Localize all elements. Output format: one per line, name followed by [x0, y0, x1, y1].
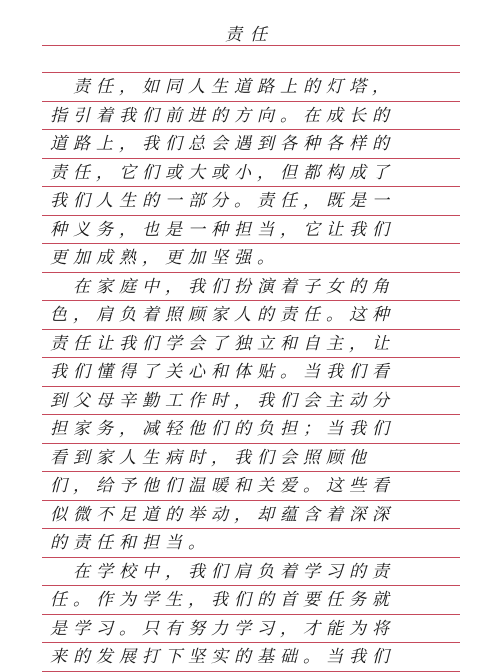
essay-line: 种义务，也是一种担当，它让我们 — [50, 219, 395, 240]
essay-line: 我们懂得了关心和体贴。当我们看 — [50, 362, 395, 382]
essay-line: 指引着我们前进的方向。在成长的 — [50, 105, 395, 126]
essay-line: 任。作为学生，我们的首要任务就 — [50, 590, 395, 610]
essay-line: 道路上，我们总会遇到各种各样的 — [50, 134, 395, 154]
essay-line: 责任，如同人生道路上的灯塔， — [50, 77, 395, 97]
essay-line: 在学校中，我们肩负着学习的责 — [50, 561, 395, 582]
ruled-line — [42, 671, 460, 672]
essay-line: 担家务，减轻他们的负担；当我们 — [50, 419, 395, 439]
essay-line: 到父母辛勤工作时，我们会主动分 — [50, 390, 395, 411]
essay-line: 我们人生的一部分。责任，既是一 — [50, 191, 395, 211]
essay-line: 在家庭中，我们扮演着子女的角 — [50, 276, 395, 297]
essay-title: 责任 — [225, 25, 275, 45]
essay-line: 似微不足道的举动，却蕴含着深深 — [50, 504, 395, 525]
essay-line: 们，给予他们温暖和关爱。这些看 — [50, 476, 395, 496]
essay-line: 色，肩负着照顾家人的责任。这种 — [50, 305, 395, 325]
essay-line: 责任让我们学会了独立和自主，让 — [50, 333, 395, 354]
essay-line: 来的发展打下坚实的基础。当我们 — [50, 647, 395, 667]
essay-line: 是学习。只有努力学习，才能为将 — [50, 618, 395, 639]
essay-line: 责任，它们或大或小，但都构成了 — [50, 162, 395, 183]
essay-line: 看到家人生病时，我们会照顾他 — [50, 447, 372, 468]
essay-line: 的责任和担当。 — [50, 533, 211, 553]
essay-line: 更加成熟，更加坚强。 — [50, 248, 280, 268]
